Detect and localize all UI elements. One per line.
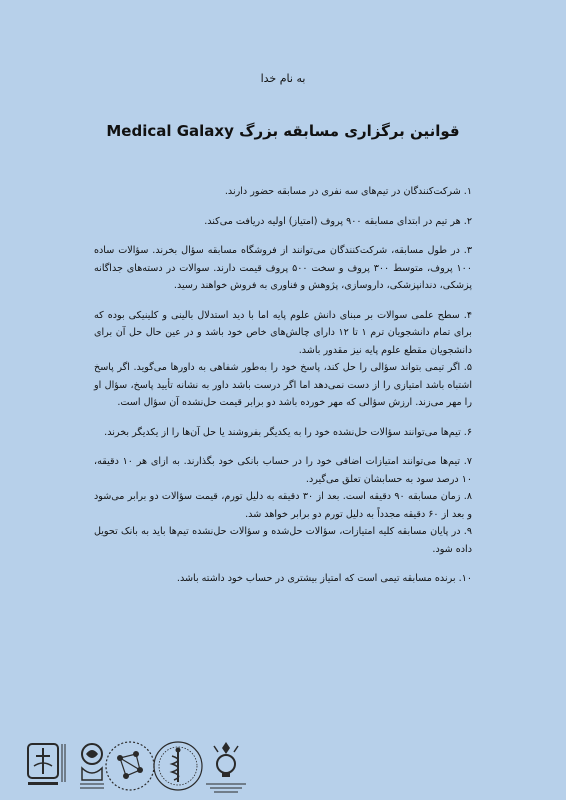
rule-item: ۱۰. برنده مسابقه تیمی است که امتیاز بیشتری در حساب خود داشته باشد. — [176, 573, 472, 584]
rule-item: ۷. تیم‌ها می‌توانند امتیازات اضافی خود را در حساب بانکی خود بگذارند. به ازای هر ۱۰ دقیقه، ۱۰ درصد سود به حسابشان تعلق می‌گیرد. — [94, 456, 472, 485]
rule-item: ۹. در پایان مسابقه کلیه امتیازات، سؤالات حل‌شده و سؤالات حل‌نشده تیم‌ها باید به بانک تحویل داده شود. — [94, 526, 472, 555]
university-emblem-icon — [22, 738, 70, 796]
rule-item: ۲. هر تیم در ابتدای مسابقه ۹۰۰ پروف (امتیاز) اولیه دریافت می‌کند. — [204, 215, 472, 227]
bismillah-heading: به نام خدا — [260, 72, 306, 85]
rule-item: ۱. شرکت‌کنندگان در تیم‌های سه نفری در مسابقه حضور دارند. — [224, 186, 472, 197]
rule-item: ۴. سطح علمی سوالات بر مبنای دانش علوم پایه اما با دید استدلال بالینی و کلینیکی بوده که برای تمام دانشجویان ترم ۱ تا ۱۲ دارای چالش‌های خاص خود باشد و در عین حال حل آن برای دانشجویان مقطع علوم پایه نیز مقدور باشد. — [94, 309, 472, 356]
innovation-center-emblem-icon — [200, 738, 252, 796]
rule-item: ۶. تیم‌ها می‌توانند سؤالات حل‌نشده خود را به یکدیگر بفروشند یا حل آن‌ها را از یکدیگر بخرند. — [104, 426, 472, 438]
rule-item: ۵. اگر تیمی بتواند سؤالی را حل کند، پاسخ خود را به‌طور شفاهی به داورها می‌گوید. اگر پاسخ اشتباه باشد امتیازی را از دست نمی‌دهد اما اگر درست باشد داور به نشانه تأیید پاسخ، سؤال او را مهر می‌زند. ارزش سؤالی که مهر خورده باشد دو برابر قیمت حل‌نشده آن سؤال است. — [94, 362, 472, 408]
rule-item: ۸. زمان مسابقه ۹۰ دقیقه است. بعد از ۳۰ دقیقه به دلیل تورم، قیمت سؤالات دو برابر می‌شود و بعد از ۶۰ دقیقه مجدداً به دلیل تورم دو برابر خواهد شد. — [94, 491, 472, 520]
sponsor-logos — [0, 728, 566, 800]
medical-association-emblem-icon — [150, 738, 206, 796]
rules-list — [94, 183, 472, 600]
rule-item: ۳. در طول مسابقه، شرکت‌کنندگان می‌توانند از فروشگاه مسابقه سؤال بخرند. سؤالات ساده ۱۰۰ پروف، متوسط ۳۰۰ پروف و سخت ۵۰۰ پروف قیمت دارند. سوالات در دسته‌های جداگانه پزشکی، دندانپزشکی، داروسازی، پژوهش و فناوری به فروش خواهند رسید. — [94, 245, 472, 291]
page-title: قوانین برگزاری مسابقه بزرگ Medical Galaxy — [106, 122, 460, 140]
